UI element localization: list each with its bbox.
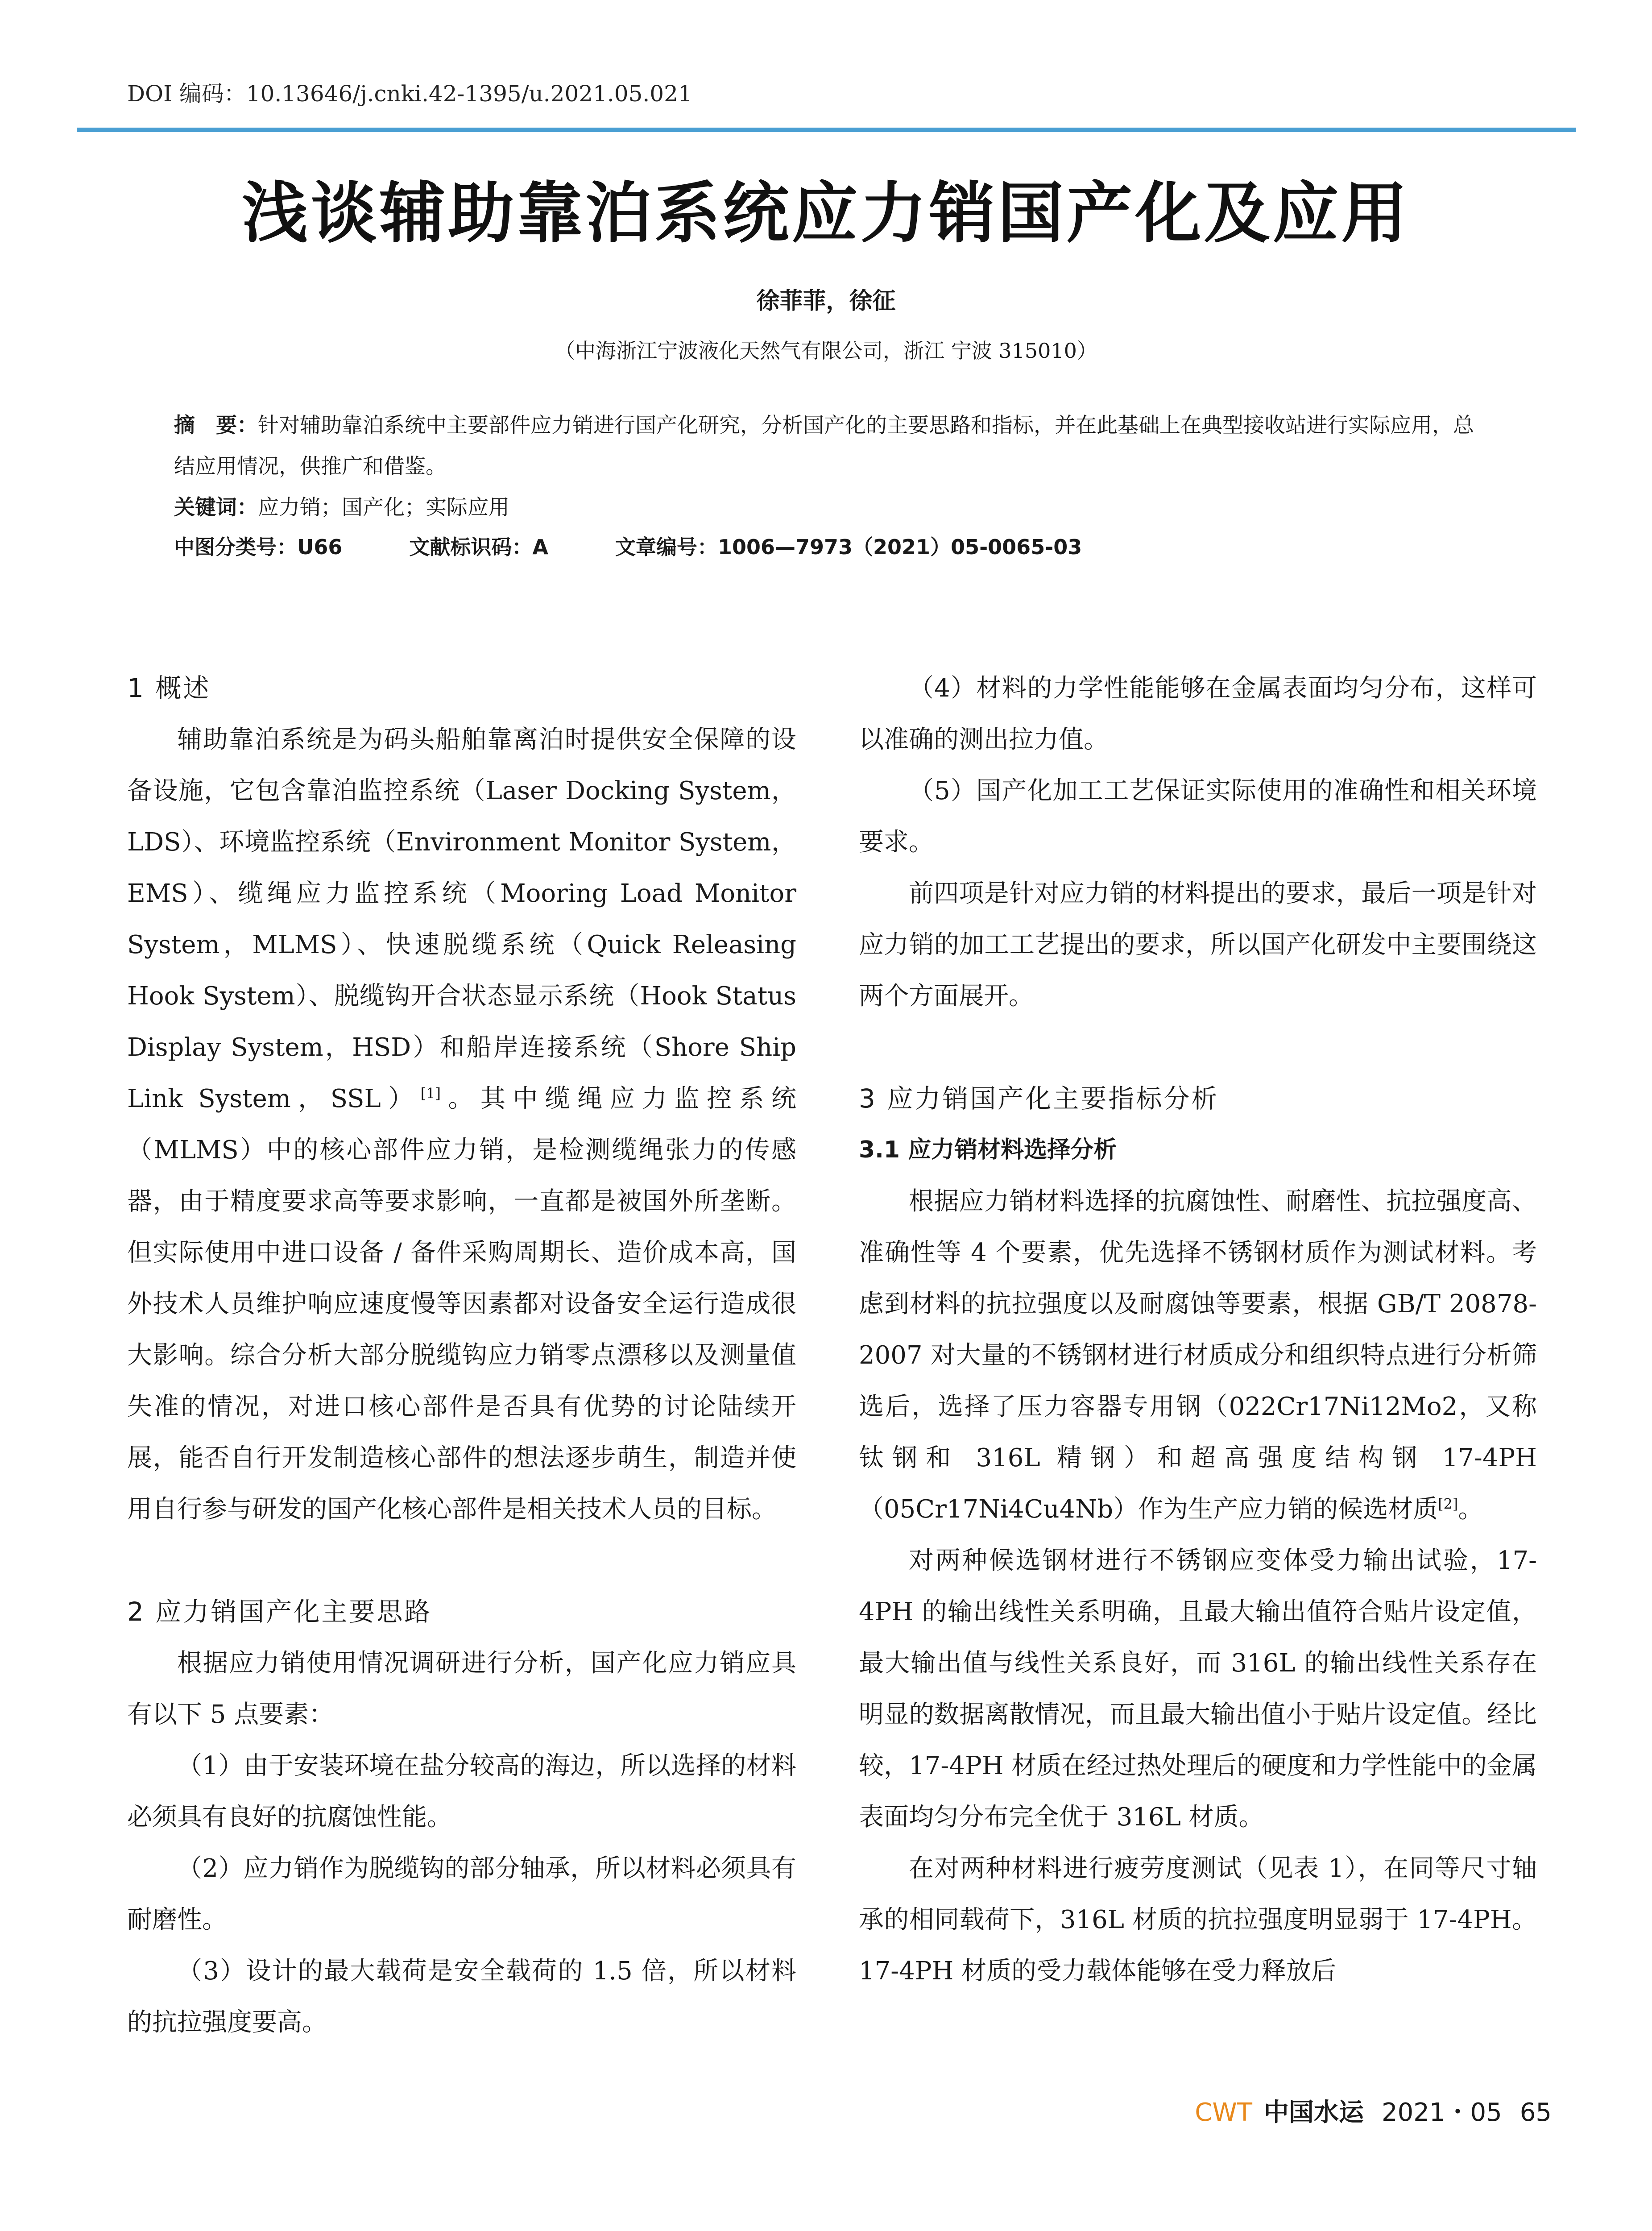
clc-number: 中图分类号：U66 [174,535,343,559]
keywords-text: 应力销；国产化；实际应用 [258,495,509,520]
section-3-paragraph-3: 在对两种材料进行疲劳度测试（见表 1），在同等尺寸轴承的相同载荷下，316L 材质的抗拉强度明显弱于 17-4PH。17-4PH 材质的受力载体能够在受力释放后 [859,1854,1537,1986]
document-code: 文献标识码：A [409,535,548,559]
abstract-label: 摘 要： [174,413,258,438]
footer-issue: 2021・05 [1381,2098,1502,2127]
section-1-paragraph [127,714,796,1535]
left-column [127,663,796,2048]
section-1-heading: 1 概述 [127,673,211,703]
citation-2: [2] [1438,1495,1458,1513]
section-3-paragraph-2: 对两种候选钢材进行不锈钢应变体受力输出试验，17-4PH 的输出线性关系明确，且最大输出值符合贴片设定值，最大输出值与线性关系良好，而 316L 的输出线性关系存在明显的数据离散情况，而且最大输出值小于贴片设定值。经比较，17-4PH 材质在经过热处理后的硬度和力学性能中的金属表面均匀分布完全优于 316L 材质。 [859,1546,1537,1832]
article-title: 浅谈辅助靠泊系统应力销国产化及应用 [242,175,1410,252]
list-item: （5）国产化加工工艺保证实际使用的准确性和相关环境要求。 [859,776,1537,857]
section-1-text-b: 。其中缆绳应力监控系统（MLMS）中的核心部件应力销，是检测缆绳张力的传感器，由于精度要求高等要求影响，一直都是被国外所垄断。但实际使用中进口设备 / 备件采购周期长、造价成本高，国外技术人员维护响应速度慢等因素都对设备安全运行造成很大影响。综合分析大部分脱缆钩应力销零点漂移以及测量值失准的情况，对进口核心部件是否具有优势的讨论陆续开展，能否自行开发制造核心部件的想法逐步萌生，制造并使用自行参与研发的国产化核心部件是相关技术人员的目标。 [127,1084,797,1524]
section-2-intro: 根据应力销使用情况调研进行分析，国产化应力销应具有以下 5 点要素： [127,1649,796,1729]
footer-journal: 中国水运 [1263,2098,1364,2127]
list-item: （2）应力销作为脱缆钩的部分轴承，所以材料必须具有耐磨性。 [127,1854,796,1934]
subsection-3-1-heading: 3.1 应力销材料选择分析 [859,1136,1117,1163]
article-number: 文章编号：1006—7973（2021）05-0065-03 [615,535,1082,559]
citation-1: [1] [420,1085,441,1102]
list-item: （1）由于安装环境在盐分较高的海边，所以选择的材料必须具有良好的抗腐蚀性能。 [127,1751,796,1832]
abstract-text: 针对辅助靠泊系统中主要部件应力销进行国产化研究，分析国产化的主要思路和指标，并在此基础上在典型接收站进行实际应用，总结应用情况，供推广和借鉴。 [174,413,1474,479]
abstract [174,405,1495,487]
header-rule [77,128,1576,132]
authors: 徐菲菲，徐征 [756,288,896,315]
section-1-text-a: 辅助靠泊系统是为码头船舶靠离泊时提供安全保障的设备设施，它包含靠泊监控系统（Laser Docking System，LDS）、环境监控系统（Environment Monitor System，EMS）、缆绳应力监控系统（Mooring Load Monitor System，MLMS）、快速脱缆系统（Quick Releasing Hook System）、脱缆钩开合状态显示系统（Hook Status Display System，HSD）和船岸连接系统（Shore Ship Link System，SSL） [127,725,796,1113]
list-item: （3）设计的最大载荷是安全载荷的 1.5 倍，所以材料的抗拉强度要高。 [127,1957,796,2037]
page-number: 65 [1520,2098,1552,2127]
right-column [859,663,1537,1997]
section-3-text-a: 根据应力销材料选择的抗腐蚀性、耐磨性、抗拉强度高、准确性等 4 个要素，优先选择不锈钢材质作为测试材料。考虑到材料的抗拉强度以及耐腐蚀等要素，根据 GB/T 20878-2007 对大量的不锈钢材进行材质成分和组织特点进行分析筛选后，选择了压力容器专用钢（022Cr17Ni12Mo2，又称钛钢和 316L 精钢）和超高强度结构钢 17-4PH（05Cr17Ni4Cu4Nb）作为生产应力销的候选材质 [859,1187,1537,1524]
section-3-text-b: 。 [1458,1495,1483,1524]
section-2-summary: 前四项是针对应力销的材料提出的要求，最后一项是针对应力销的加工工艺提出的要求，所以国产化研发中主要围绕这两个方面展开。 [859,879,1537,1011]
classification-line [174,531,1082,560]
footer-brand: CWT [1195,2098,1252,2127]
section-3-paragraph-1 [859,1176,1537,1535]
affiliation: （中海浙江宁波液化天然气有限公司，浙江 宁波 315010） [555,339,1097,363]
section-2-heading: 2 应力销国产化主要思路 [127,1597,432,1627]
list-item: （4）材料的力学性能能够在金属表面均匀分布，这样可以准确的测出拉力值。 [859,674,1537,754]
keywords [174,487,1495,528]
section-3-heading: 3 应力销国产化主要指标分析 [859,1083,1219,1114]
keywords-label: 关键词： [174,495,258,520]
page-footer [1195,2093,1552,2128]
doi-line: DOI 编码：10.13646/j.cnki.42-1395/u.2021.05.021 [127,81,692,107]
